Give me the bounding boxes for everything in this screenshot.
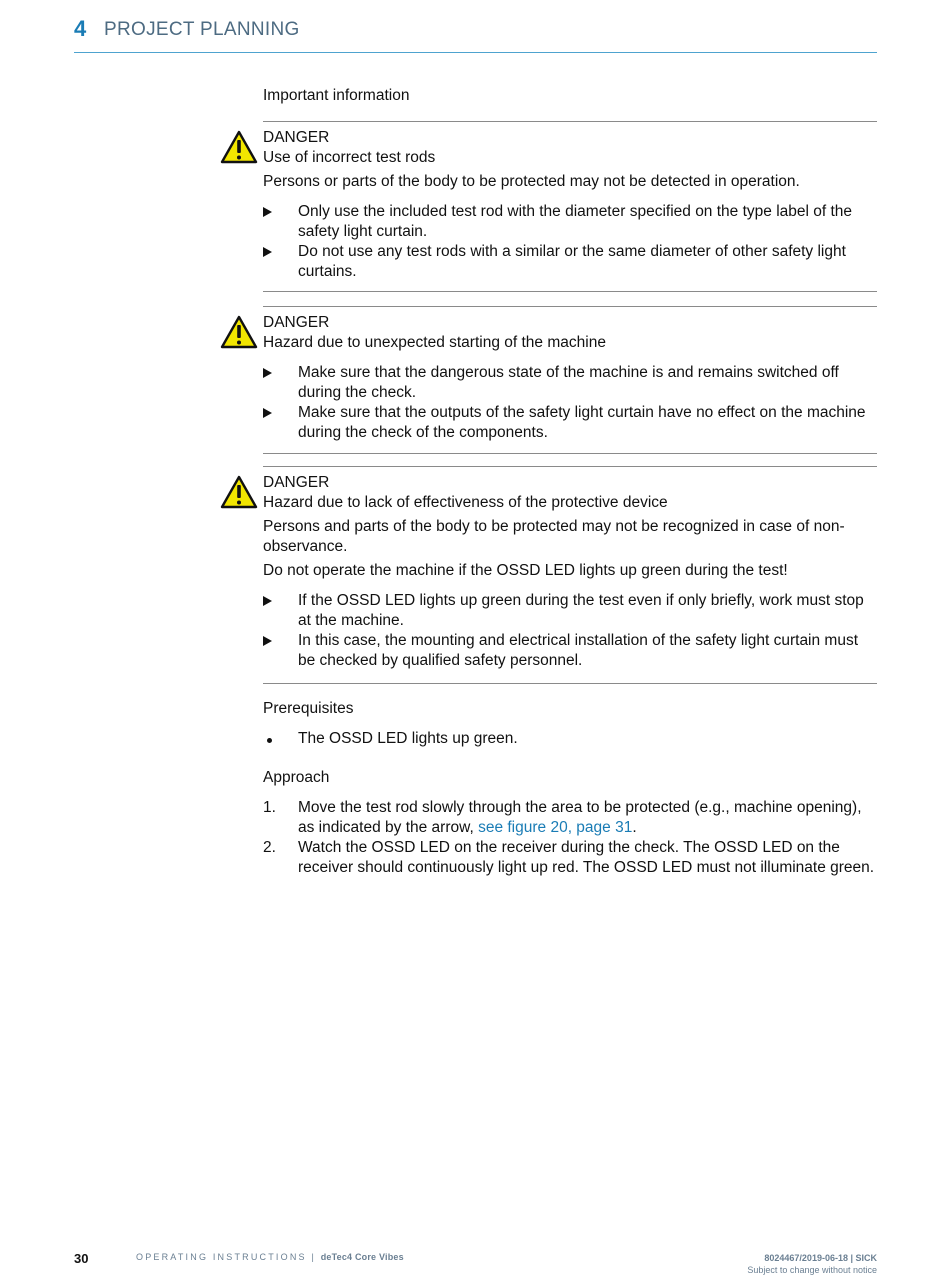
chapter-title: PROJECT PLANNING — [104, 19, 300, 40]
list-item — [263, 729, 877, 749]
document-id: 8024467/2019-06-18 | SICK — [764, 1253, 877, 1263]
danger-instructions — [263, 202, 877, 282]
footer-document-info — [136, 1252, 404, 1262]
list-item-text: Do not use any test rods with a similar or the same diameter of other safety light curtains. — [298, 243, 846, 280]
step-number: 2. — [263, 839, 276, 856]
danger-box-protective-device — [263, 466, 877, 684]
list-item-text: If the OSSD LED lights up green during the test even if only briefly, work must stop at the machine. — [298, 592, 864, 629]
list-item-text: Make sure that the outputs of the safety light curtain have no effect on the machine during the check of the components. — [298, 404, 866, 441]
arrow-bullet-icon — [263, 596, 272, 606]
approach-steps — [263, 798, 877, 878]
arrow-bullet-icon — [263, 247, 272, 257]
danger-subtitle: Hazard due to unexpected starting of the machine — [263, 334, 606, 351]
step-text: Move the test rod slowly through the area to be protected (e.g., machine opening), as indicated by the arrow, — [298, 799, 862, 836]
bullet-dot-icon — [267, 738, 272, 743]
list-item — [263, 798, 877, 838]
product-name: deTec4 Core Vibes — [320, 1252, 404, 1262]
approach-heading: Approach — [263, 769, 330, 786]
danger-text: Persons and parts of the body to be protected may not be recognized in case of non-observance. — [263, 518, 845, 555]
prerequisites-list — [263, 729, 877, 749]
prerequisites-section — [263, 699, 877, 749]
danger-label: DANGER — [263, 474, 330, 491]
arrow-bullet-icon — [263, 636, 272, 646]
danger-instructions — [263, 363, 877, 443]
warning-triangle-icon — [220, 475, 258, 509]
list-item-text: Make sure that the dangerous state of the machine is and remains switched off during the check. — [298, 364, 839, 401]
figure-reference-link[interactable]: see figure 20, page 31 — [478, 819, 633, 836]
danger-warning-text: Do not operate the machine if the OSSD LED lights up green during the test! — [263, 562, 788, 579]
arrow-bullet-icon — [263, 408, 272, 418]
footer-separator: | — [306, 1252, 321, 1262]
step-text-end: . — [632, 819, 637, 836]
arrow-bullet-icon — [263, 368, 272, 378]
list-item — [263, 838, 877, 878]
danger-subtitle: Hazard due to lack of effectiveness of the protective device — [263, 494, 668, 511]
arrow-bullet-icon — [263, 207, 272, 217]
danger-box-incorrect-rods — [263, 121, 877, 292]
list-item-text: The OSSD LED lights up green. — [298, 730, 518, 747]
warning-triangle-icon — [220, 315, 258, 349]
list-item — [263, 403, 877, 443]
step-number: 1. — [263, 799, 276, 816]
list-item — [263, 591, 877, 631]
page-number: 30 — [74, 1251, 89, 1266]
list-item-text: Only use the included test rod with the diameter specified on the type label of the safety light curtain. — [298, 203, 853, 240]
danger-label: DANGER — [263, 314, 330, 331]
list-item-text: In this case, the mounting and electrical installation of the safety light curtain must be checked by qualified safety personnel. — [298, 632, 859, 669]
list-item — [263, 202, 877, 242]
warning-triangle-icon — [220, 130, 258, 164]
danger-instructions — [263, 591, 877, 671]
danger-box-unexpected-start — [263, 306, 877, 454]
list-item — [263, 363, 877, 403]
page-header — [74, 14, 877, 53]
chapter-number: 4 — [74, 16, 87, 41]
document-type: OPERATING INSTRUCTIONS — [136, 1252, 307, 1262]
step-text: Watch the OSSD LED on the receiver during the check. The OSSD LED on the receiver should continuously light up red. The OSSD LED must not illuminate green. — [298, 839, 875, 876]
footer-right — [747, 1252, 877, 1276]
list-item — [263, 242, 877, 282]
approach-section — [263, 768, 877, 878]
danger-text: Persons or parts of the body to be protected may not be detected in operation. — [263, 173, 800, 190]
prerequisites-heading: Prerequisites — [263, 700, 354, 717]
danger-subtitle: Use of incorrect test rods — [263, 149, 436, 166]
important-info-heading: Important information — [263, 87, 410, 104]
danger-label: DANGER — [263, 129, 330, 146]
change-notice: Subject to change without notice — [747, 1265, 877, 1275]
list-item — [263, 631, 877, 671]
